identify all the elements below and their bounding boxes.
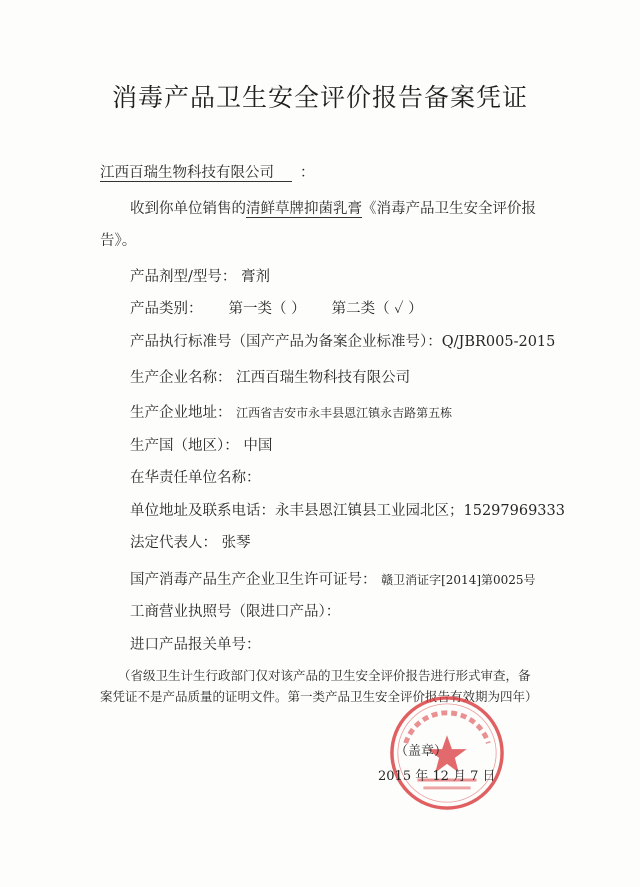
received-cont: 告》。 (100, 233, 137, 249)
recipient-line (100, 161, 315, 182)
received-suffix: 《消毒产品卫生安全评价报 (362, 201, 536, 217)
legal-rep-value: 张琴 (221, 535, 251, 551)
legal-rep-label: 法定代表人： (130, 535, 217, 551)
category-label: 产品类别： (130, 301, 203, 317)
stamp-label: （盖章） (395, 744, 448, 759)
received-prefix: 收到你单位销售的 (130, 201, 246, 217)
contact-value: 永丰县恩江镇县工业园北区；15297969333 (275, 503, 565, 519)
country-value: 中国 (243, 438, 273, 454)
document-title: 消毒产品卫生安全评价报告备案凭证 (111, 83, 528, 112)
dosage-label: 产品剂型/型号： (130, 269, 237, 285)
legal-rep-row (130, 531, 251, 552)
dosage-value: 膏剂 (241, 269, 270, 285)
address-row (130, 401, 452, 422)
import-label: 进口产品报关单号： (130, 637, 261, 653)
category-class2: 第二类（ ✓ ） (331, 301, 423, 317)
product-name: 清鲜草牌抑菌乳膏 (246, 201, 362, 217)
business-license-label: 工商营业执照号（限进口产品）： (130, 604, 341, 620)
recipient-colon: ： (300, 165, 315, 181)
address-value: 江西省吉安市永丰县恩江镇永吉路第五栋 (236, 406, 453, 420)
manufacturer-value: 江西百瑞生物科技有限公司 (236, 370, 411, 386)
dosage-row (130, 265, 270, 286)
country-label: 生产国（地区）： (130, 438, 239, 454)
recipient-company: 江西百瑞生物科技有限公司 (100, 165, 292, 182)
category-row (130, 297, 423, 318)
issue-date: 2015 年 12 月 7 日 (378, 769, 496, 784)
standard-value: Q/JBR005-2015 (441, 334, 556, 350)
responsible-label: 在华责任单位名称： (130, 470, 261, 486)
note-line-1: （省级卫生计生行政部门仅对该产品的卫生安全评价报告进行形式审查，备 (118, 668, 531, 683)
license-value: 赣卫消证字[2014]第0025号 (381, 573, 536, 587)
standard-label: 产品执行标准号（国产产品为备案企业标准号）： (130, 334, 442, 350)
country-row (130, 434, 272, 455)
contact-row (130, 499, 565, 520)
license-label: 国产消毒产品生产企业卫生许可证号： (130, 572, 377, 588)
import-row (130, 633, 261, 654)
manufacturer-label: 生产企业名称： (130, 370, 232, 386)
manufacturer-row (130, 366, 410, 387)
address-label: 生产企业地址： (130, 405, 232, 421)
license-row (130, 568, 536, 589)
contact-label: 单位地址及联系电话： (130, 503, 275, 519)
business-license-row (130, 600, 340, 621)
received-line (130, 197, 536, 218)
note-line-2: 案凭证不是产品质量的证明文件。第一类产品卫生安全评价报告有效期为四年） (100, 689, 538, 704)
category-class1: 第一类（ ） (228, 301, 306, 317)
responsible-row (130, 466, 261, 487)
standard-row (130, 330, 555, 351)
